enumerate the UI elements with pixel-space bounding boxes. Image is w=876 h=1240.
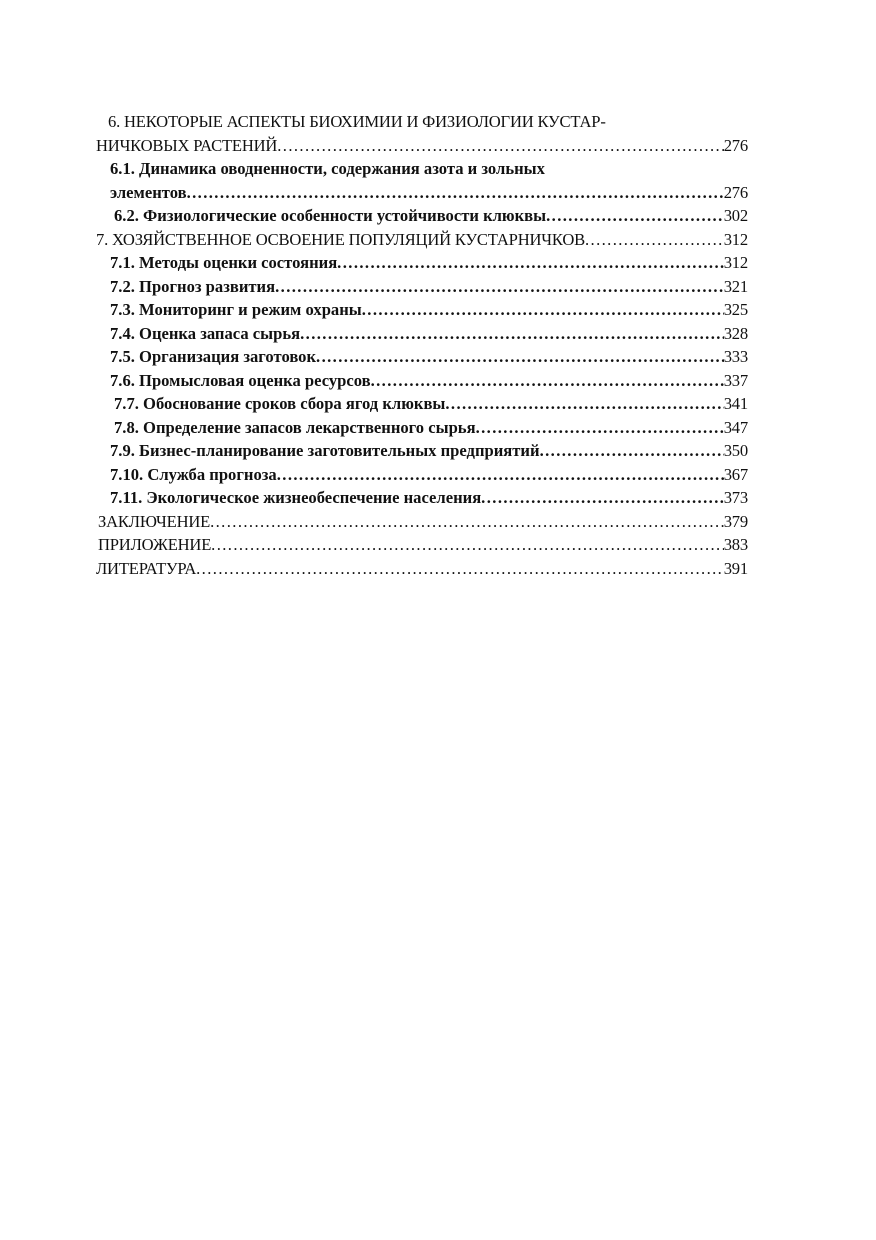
toc-section-7-9[interactable] [96, 439, 748, 463]
toc-page-number: 379 [723, 511, 748, 531]
toc-leader-dots [316, 345, 724, 369]
toc-section-7-6-title: 7.6. Промысловая оценка ресурсов [110, 370, 371, 390]
toc-leader-dots [540, 439, 724, 463]
toc-leader-dots [210, 510, 724, 534]
toc-page-number: 350 [723, 441, 748, 460]
toc-section-7-6[interactable] [96, 369, 748, 393]
toc-section-7-4[interactable] [96, 322, 748, 346]
toc-chapter-6-line-2[interactable] [96, 134, 748, 158]
toc-leader-dots [300, 322, 724, 346]
toc-section-7-3-title: 7.3. Мониторинг и режим охраны [110, 300, 362, 319]
toc-section-7-10[interactable] [96, 463, 748, 487]
toc-appendix[interactable] [96, 533, 748, 557]
toc-leader-dots [277, 134, 723, 158]
toc-section-7-8-title: 7.8. Определение запасов лекарственного сырья [114, 417, 476, 437]
toc-chapter-7[interactable] [96, 228, 748, 252]
toc-chapter-6-title-part-1: 6. НЕКОТОРЫЕ АСПЕКТЫ БИОХИМИИ И ФИЗИОЛОГИИ КУСТАР- [108, 112, 606, 131]
table-of-contents [96, 110, 748, 580]
toc-leader-dots [546, 204, 724, 228]
toc-literature-title: ЛИТЕРАТУРА [96, 558, 197, 578]
toc-page-number: 321 [723, 276, 748, 296]
toc-page-number: 367 [723, 464, 748, 484]
toc-leader-dots [187, 181, 724, 205]
toc-leader-dots [337, 251, 724, 275]
toc-chapter-6-title-part-2: НИЧКОВЫХ РАСТЕНИЙ [96, 135, 278, 155]
toc-leader-dots [481, 486, 724, 510]
toc-section-7-1[interactable] [96, 251, 748, 275]
toc-section-6-1-title-part-2: элементов [110, 182, 187, 202]
toc-section-7-4-title: 7.4. Оценка запаса сырья [110, 323, 301, 343]
toc-section-7-5[interactable] [96, 345, 748, 369]
toc-section-7-1-title: 7.1. Методы оценки состояния [110, 253, 338, 272]
toc-section-7-8[interactable] [96, 416, 748, 440]
toc-page-number: 328 [723, 323, 748, 343]
toc-page-number: 276 [723, 182, 748, 202]
toc-leader-dots [585, 228, 724, 252]
toc-section-7-9-title: 7.9. Бизнес-планирование заготовительных предприятий [110, 441, 540, 460]
toc-section-6-2[interactable] [96, 204, 748, 228]
toc-page-number: 337 [723, 370, 748, 390]
toc-section-7-10-title: 7.10. Служба прогноза [110, 464, 277, 484]
toc-conclusion-title: ЗАКЛЮЧЕНИЕ [98, 511, 211, 531]
toc-chapter-7-title: 7. ХОЗЯЙСТВЕННОЕ ОСВОЕНИЕ ПОПУЛЯЦИЙ КУСТАРНИЧКОВ [96, 229, 585, 249]
toc-page-number: 383 [723, 535, 748, 554]
toc-leader-dots [476, 416, 724, 440]
toc-leader-dots [371, 369, 724, 393]
toc-section-7-2[interactable] [96, 275, 748, 299]
toc-page-number: 391 [723, 558, 748, 578]
toc-leader-dots [211, 533, 724, 557]
toc-section-7-7[interactable] [96, 392, 748, 416]
toc-conclusion[interactable] [96, 510, 748, 534]
toc-section-7-7-title: 7.7. Обоснование сроков сбора ягод клюквы [114, 394, 446, 413]
toc-page-number: 333 [723, 347, 748, 366]
toc-section-7-3[interactable] [96, 298, 748, 322]
toc-section-6-1-line-1 [96, 157, 748, 181]
toc-page-number: 341 [723, 394, 748, 413]
toc-section-6-1-line-2[interactable] [96, 181, 748, 205]
toc-section-7-11-title: 7.11. Экологическое жизнеобеспечение населения [110, 488, 482, 507]
toc-leader-dots [275, 275, 724, 299]
toc-page-number: 302 [723, 206, 748, 225]
toc-section-6-1-title-part-1: 6.1. Динамика оводненности, содержания азота и зольных [110, 159, 545, 178]
toc-section-6-2-title: 6.2. Физиологические особенности устойчивости клюквы [114, 206, 547, 225]
toc-appendix-title: ПРИЛОЖЕНИЕ [98, 535, 212, 554]
toc-chapter-6-line-1 [96, 110, 748, 134]
toc-page-number: 312 [723, 253, 748, 272]
toc-section-7-5-title: 7.5. Организация заготовок [110, 347, 317, 366]
toc-page-number: 312 [723, 229, 748, 249]
toc-leader-dots [196, 557, 724, 581]
toc-page-number: 373 [723, 488, 748, 507]
toc-literature[interactable] [96, 557, 748, 581]
toc-page-number: 276 [723, 135, 748, 155]
toc-section-7-2-title: 7.2. Прогноз развития [110, 276, 276, 296]
toc-leader-dots [445, 392, 723, 416]
toc-section-7-11[interactable] [96, 486, 748, 510]
toc-page-number: 325 [723, 300, 748, 319]
toc-leader-dots [277, 463, 724, 487]
toc-page-number: 347 [723, 417, 748, 437]
toc-leader-dots [362, 298, 724, 322]
